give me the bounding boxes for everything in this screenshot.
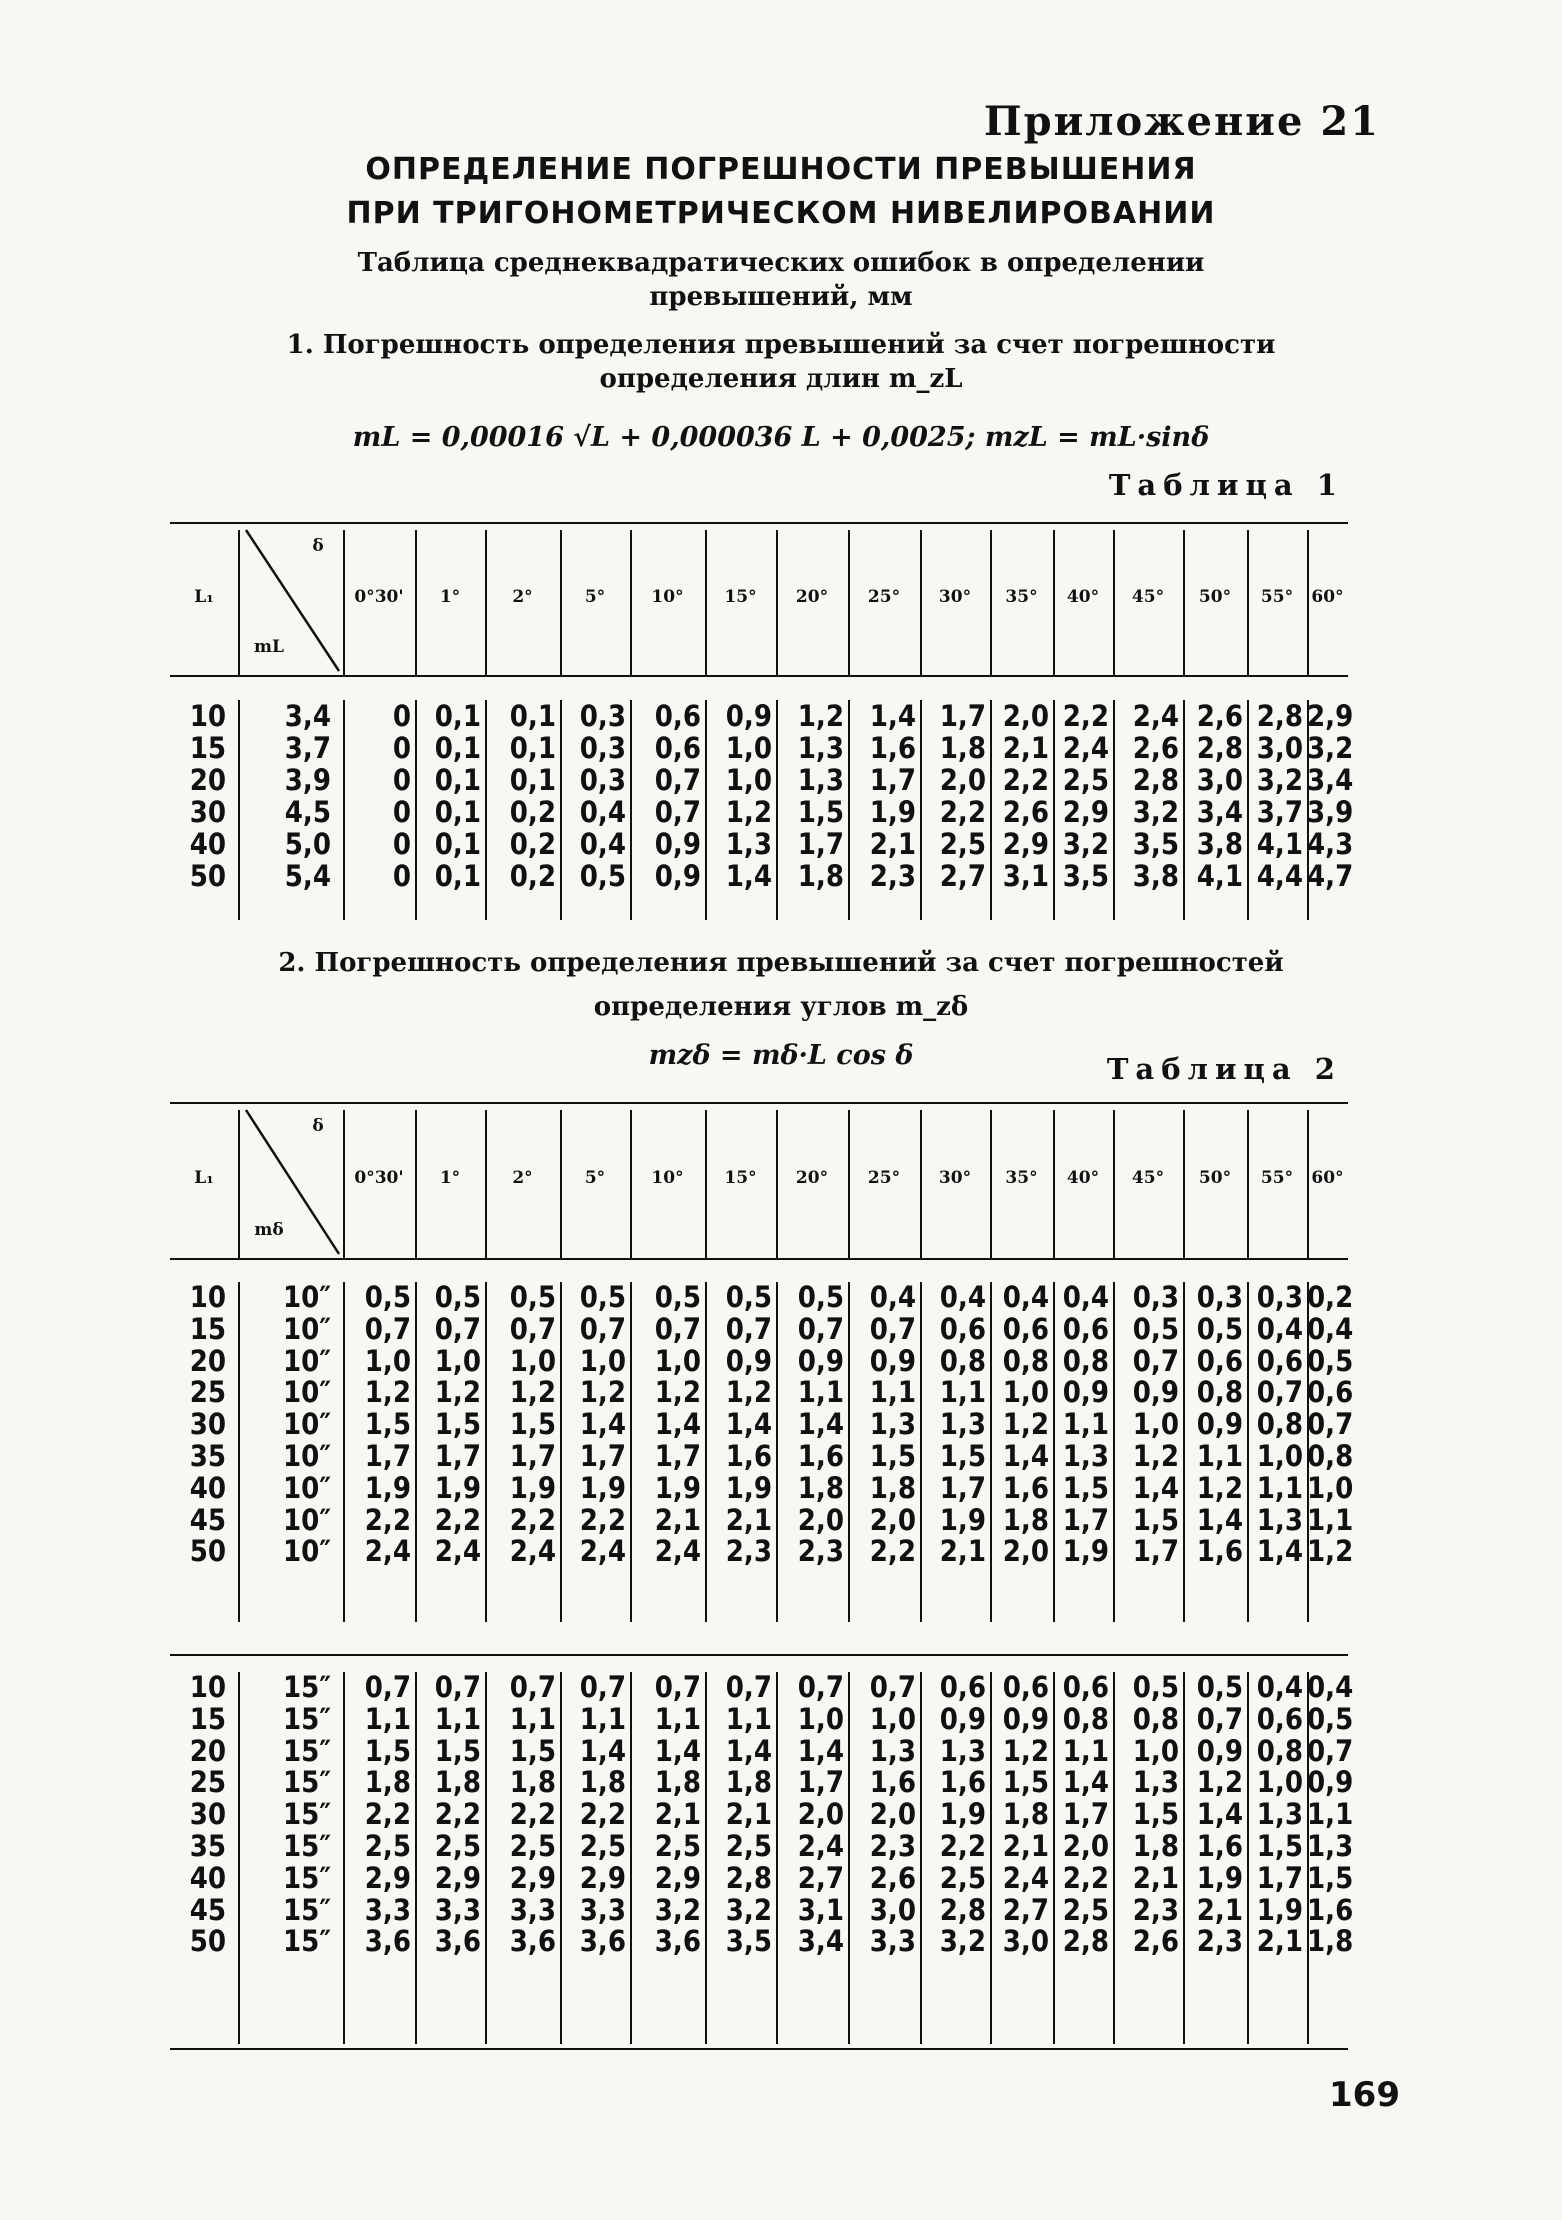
table2a-col-angle: 0,2 0,4 0,5 0,6 0,7 0,8 1,0 1,1 1,2 (1307, 1280, 1354, 1569)
table2b-col-angle: 0,6 0,9 1,3 1,6 1,9 2,2 2,5 2,8 3,2 (939, 1670, 986, 1959)
table2b-col-angle: 0,7 1,1 1,5 1,8 2,2 2,5 2,9 3,3 3,6 (434, 1670, 481, 1959)
table2-bottom-rule (170, 2048, 1348, 2050)
table2-header-angle: 25° (867, 1168, 901, 1188)
section1-line1: 1. Погрешность определения превышений за счет погрешности (286, 330, 1276, 360)
table2b-col-angle: 0,7 1,0 1,3 1,6 2,0 2,3 2,6 3,0 3,3 (869, 1670, 916, 1959)
table2-header-angle: 5° (584, 1168, 606, 1188)
table1-header-rule (170, 675, 1348, 677)
table2a-col-angle: 0,4 0,6 0,8 1,0 1,2 1,4 1,6 1,8 2,0 (1002, 1280, 1049, 1569)
table2b-col-angle: 0,6 0,8 1,1 1,4 1,7 2,0 2,2 2,5 2,8 (1062, 1670, 1109, 1959)
table2b-col-angle: 0,7 1,1 1,4 1,8 2,1 2,5 2,9 3,2 3,6 (654, 1670, 701, 1959)
table2-header-angle: 10° (651, 1168, 684, 1188)
page-number: 169 (1329, 2075, 1400, 2115)
table1-col-angle: 2,4 2,6 2,8 3,2 3,5 3,8 (1132, 699, 1179, 893)
table2a-col-angle: 0,5 0,7 0,9 1,2 1,4 1,6 1,9 2,1 2,3 (725, 1280, 772, 1569)
table2-header-angle: 20° (795, 1168, 829, 1188)
table2-header-angle: 35° (1005, 1168, 1038, 1188)
table2-header-delta: δ (312, 1116, 324, 1136)
table2-header-angle: 60° (1311, 1168, 1344, 1188)
table2b-col-angle: 0,5 0,7 0,9 1,2 1,4 1,6 1,9 2,1 2,3 (1196, 1670, 1243, 1959)
table2-header-angle: 40° (1066, 1168, 1100, 1188)
formula1: mL = 0,00016 √L + 0,000036 L + 0,0025; mzL = mL·sinδ (352, 422, 1210, 453)
table1-header-angle: 60° (1311, 586, 1344, 607)
section1-line2: определения длин m_zL (599, 364, 963, 394)
table1-header-m: mL (254, 637, 284, 657)
table2a-col-angle: 0,5 0,7 1,0 1,2 1,5 1,7 1,9 2,2 2,4 (509, 1280, 556, 1569)
table1-col-angle: 0,9 1,0 1,0 1,2 1,3 1,4 (725, 699, 772, 893)
table2a-col-L: 10 15 20 25 30 35 40 45 50 (189, 1280, 226, 1569)
table2b-col-angle: 0,7 1,1 1,4 1,8 2,2 2,5 2,9 3,3 3,6 (579, 1670, 626, 1959)
table2-label: Таблица 2 (1106, 1052, 1342, 1086)
table1-header-angle: 35° (1005, 586, 1038, 607)
table2-header-angle: 15° (724, 1168, 757, 1188)
table2a-col-angle: 0,5 0,7 1,0 1,2 1,5 1,7 1,9 2,2 2,4 (364, 1280, 411, 1569)
table2b-col-angle: 0,4 0,6 0,8 1,0 1,3 1,5 1,7 1,9 2,1 (1256, 1670, 1303, 1959)
table2-header-rule (170, 1258, 1348, 1260)
table2b-col-angle: 0,7 1,1 1,4 1,8 2,1 2,5 2,8 3,2 3,5 (725, 1670, 772, 1959)
table1-col-angle: 1,7 1,8 2,0 2,2 2,5 2,7 (939, 699, 986, 893)
table2b-col-L: 10 15 20 25 30 35 40 45 50 (189, 1670, 226, 1959)
table1-col-angle: 1,4 1,6 1,7 1,9 2,1 2,3 (869, 699, 916, 893)
table2-header-angle: 55° (1260, 1168, 1294, 1188)
table1-header-angle: 10° (651, 586, 684, 607)
table2a-col-angle: 0,3 0,5 0,6 0,8 0,9 1,1 1,2 1,4 1,6 (1196, 1280, 1243, 1569)
table1-col-angle: 0,1 0,1 0,1 0,1 0,1 0,1 (434, 699, 481, 893)
table2b-col-angle: 0,7 1,1 1,5 1,8 2,2 2,5 2,9 3,3 3,6 (509, 1670, 556, 1959)
table1-header-angle: 55° (1260, 586, 1294, 607)
table2b-col-angle: 0,5 0,8 1,0 1,3 1,5 1,8 2,1 2,3 2,6 (1132, 1670, 1179, 1959)
subtitle-line1: Таблица среднеквадратических ошибок в определении (357, 248, 1205, 278)
table2a-col-angle: 0,5 0,7 1,0 1,2 1,4 1,7 1,9 2,1 2,4 (654, 1280, 701, 1569)
table1-header-angle: 45° (1131, 586, 1165, 607)
table2b-col-angle: 0,4 0,5 0,7 0,9 1,1 1,3 1,5 1,6 1,8 (1307, 1670, 1354, 1959)
table1-header-angle: 25° (867, 586, 901, 607)
table1-col-L: 10 15 20 30 40 50 (189, 699, 226, 893)
table2-header-angle: 0°30' (354, 1168, 404, 1188)
table2a-col-angle: 0,4 0,6 0,8 1,1 1,3 1,5 1,7 1,9 2,1 (939, 1280, 986, 1569)
table2a-col-m: 10″ 10″ 10″ 10″ 10″ 10″ 10″ 10″ 10″ (283, 1280, 331, 1569)
table1-header-angle: 0°30' (354, 586, 404, 607)
table2a-col-angle: 0,3 0,4 0,6 0,7 0,8 1,0 1,1 1,3 1,4 (1256, 1280, 1303, 1569)
table1-col-angle: 2,6 2,8 3,0 3,4 3,8 4,1 (1196, 699, 1243, 893)
subtitle-line2: превышений, мм (649, 282, 913, 312)
table2-top-rule (170, 1102, 1348, 1104)
table2a-col-angle: 0,4 0,6 0,8 0,9 1,1 1,3 1,5 1,7 1,9 (1062, 1280, 1109, 1569)
table2a-col-angle: 0,3 0,5 0,7 0,9 1,0 1,2 1,4 1,5 1,7 (1132, 1280, 1179, 1569)
table1-header-angle: 5° (584, 586, 606, 607)
formula2: mzδ = mδ·L cos δ (648, 1040, 914, 1071)
table2-header-m: mδ (254, 1220, 284, 1240)
table1-col-angle: 0 0 0 0 0 0 (392, 699, 411, 893)
table2b-col-angle: 0,7 1,1 1,5 1,8 2,2 2,5 2,9 3,3 3,6 (364, 1670, 411, 1959)
table2-header-angle: 30° (938, 1168, 972, 1188)
table1-col-angle: 2,2 2,4 2,5 2,9 3,2 3,5 (1062, 699, 1109, 893)
table2a-col-angle: 0,5 0,7 0,9 1,1 1,4 1,6 1,8 2,0 2,3 (797, 1280, 844, 1569)
table2b-col-m: 15″ 15″ 15″ 15″ 15″ 15″ 15″ 15″ 15″ (283, 1670, 331, 1959)
table1-col-angle: 0,6 0,6 0,7 0,7 0,9 0,9 (654, 699, 701, 893)
table1-col-m: 3,4 3,7 3,9 4,5 5,0 5,4 (284, 699, 331, 893)
table2a-col-angle: 0,5 0,7 1,0 1,2 1,4 1,7 1,9 2,2 2,4 (579, 1280, 626, 1569)
title-line2: ПРИ ТРИГОНОМЕТРИЧЕСКОМ НИВЕЛИРОВАНИИ (346, 196, 1216, 231)
table1-col-angle: 1,2 1,3 1,3 1,5 1,7 1,8 (797, 699, 844, 893)
title-line1: ОПРЕДЕЛЕНИЕ ПОГРЕШНОСТИ ПРЕВЫШЕНИЯ (365, 152, 1197, 187)
table2b-col-angle: 0,7 1,0 1,4 1,7 2,0 2,4 2,7 3,1 3,4 (797, 1670, 844, 1959)
appendix-label: Приложение 21 (983, 98, 1380, 145)
table1-header-angle: 50° (1198, 586, 1232, 607)
table2a-col-angle: 0,4 0,7 0,9 1,1 1,3 1,5 1,8 2,0 2,2 (869, 1280, 916, 1569)
table1-header-angle: 40° (1066, 586, 1100, 607)
table1-col-angle: 0,3 0,3 0,3 0,4 0,4 0,5 (579, 699, 626, 893)
table2-header-angle: 1° (439, 1168, 461, 1188)
table1-header-angle: 15° (724, 586, 757, 607)
table1-header-angle: 30° (938, 586, 972, 607)
section2-line2: определения углов m_zδ (593, 992, 969, 1022)
table1-header-angle: 2° (512, 586, 533, 607)
table1-header-delta: δ (312, 536, 324, 556)
table1-header-L: L₁ (194, 586, 214, 607)
table1-top-rule (170, 522, 1348, 524)
table1-col-angle: 2,0 2,1 2,2 2,6 2,9 3,1 (1002, 699, 1049, 893)
table1-header-angle: 20° (795, 586, 829, 607)
table2-header-L: L₁ (194, 1168, 214, 1188)
section2-line1: 2. Погрешность определения превышений за счет погрешностей (278, 948, 1284, 978)
table1-col-angle: 2,8 3,0 3,2 3,7 4,1 4,4 (1256, 699, 1303, 893)
table1-label: Таблица 1 (1108, 468, 1344, 502)
table2-header-angle: 45° (1131, 1168, 1165, 1188)
table1-col-angle: 0,1 0,1 0,1 0,2 0,2 0,2 (509, 699, 556, 893)
table2-header-angle: 50° (1198, 1168, 1232, 1188)
table2b-col-angle: 0,6 0,9 1,2 1,5 1,8 2,1 2,4 2,7 3,0 (1002, 1670, 1049, 1959)
table2-header-angle: 2° (512, 1168, 533, 1188)
table2a-col-angle: 0,5 0,7 1,0 1,2 1,5 1,7 1,9 2,2 2,4 (434, 1280, 481, 1569)
table2-separator-rule (170, 1654, 1348, 1656)
table1-col-angle: 2,9 3,2 3,4 3,9 4,3 4,7 (1307, 699, 1354, 893)
table1-header-angle: 1° (439, 586, 461, 607)
